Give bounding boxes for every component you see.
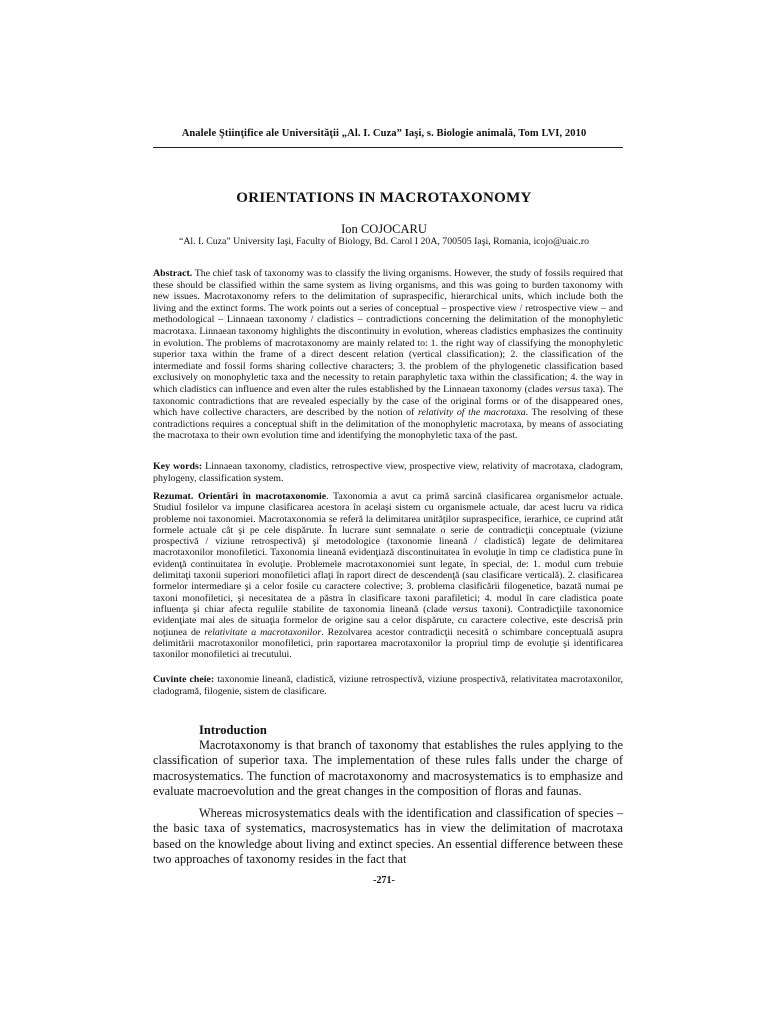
paragraph-text: Macrotaxonomy is that branch of taxonomy that establishes the rules applying to the classification of superior taxa. The implementation of these rules falls under the charge of macrosystematics. The function of macrotaxonomy and macrosystematics is to emphasize and evaluate macroevolution and the great changes in the composition of floras and faunas.	[153, 738, 623, 799]
rezumat-label: Rezumat.	[153, 491, 194, 502]
abstract-text: The chief task of taxonomy was to classify the living organisms. However, the study of fossils required that these should be classified within the same system as living organisms, and this was going to burden taxonomy with new issues. Macrotaxonomy refers to the delimitation of supraspecific, hierarchical units, which include both the living and the extinct forms. The work points out a series of conceptual – prospective view / retrospective view – and methodological – Linnaean taxonomy / cladistics – contradictions concerning the delimitation of the monophyletic macrotaxa. Linnaean taxonomy highlights the discontinuity in evolution, whereas cladistics emphasizes the continuity in evolution. The problems of macrotaxonomy are mainly related to: 1. the right way of classifying the monophyletic superior taxa within the frame of a direct descent relation (vertical classification); 2. the classification of the intermediate and fossil forms sharing collective characters; 3. the problem of the phylogenetic classification based exclusively on monophyletic taxa and the necessity to retain paraphyletic taxa within the classification; 4. the way in which cladistics can influence and even alter the rules established by the Linnaean taxonomy (clades	[153, 268, 623, 395]
introduction-paragraph	[153, 738, 623, 800]
rezumat-italic-versus: versus	[452, 603, 478, 615]
abstract	[153, 268, 623, 442]
running-head: Analele Ştiinţifice ale Universităţii „Al. I. Cuza” Iaşi, s. Biologie animală, Tom LVI, 2010	[181, 128, 587, 139]
introduction-heading: Introduction	[199, 723, 267, 737]
introduction-paragraph	[153, 806, 623, 868]
rezumat	[153, 491, 623, 660]
cuvinte-cheie	[153, 674, 623, 697]
header-rule	[153, 147, 623, 148]
keywords-text: Linnaean taxonomy, cladistics, retrospective view, prospective view, relativity of macrotaxa, cladogram, phylogeny, classification system.	[153, 461, 624, 484]
rezumat-italic-relativitate: relativitate a macrotaxonilor	[204, 626, 322, 638]
abstract-text: . The resolving of these contradictions requires a conceptual shift in the delimitation of the monophyletic macrotaxa, by means of associating the macrotaxa to their own evolution time and identifying the monophyletic taxa of the past.	[153, 407, 623, 442]
page-number: -271-	[373, 875, 395, 886]
abstract-text: taxa). The taxonomic contradictions that are revealed especially by the case of the original forms or of the disappeared ones, which have collective characters, are described by the notion of	[153, 383, 623, 419]
rezumat-title: Orientări în macrotaxonomie	[193, 491, 327, 502]
cuvinte-text: taxonomie lineană, cladistică, viziune retrospectivă, viziune prospectivă, relativitatea macrotaxonilor, cladogramă, filogenie, sistem de clasificare.	[153, 674, 623, 697]
paragraph-text: Whereas microsystematics deals with the identification and classification of species – the basic taxa of systematics, macrosystematics has in view the delimitation of macrotaxa based on the knowledge about living and extinct species. An essential difference between these two approaches of taxonomy resides in the fact that	[153, 806, 623, 867]
cuvinte-label: Cuvinte cheie:	[153, 674, 215, 685]
author-name: Ion COJOCARU	[341, 222, 427, 236]
rezumat-text: . Rezolvarea acestor contradicţii necesită o schimbare conceptuală asupra delimitării macrotaxonilor monofiletici, prin raportarea macrotaxonilor la propriul timp de evoluţie şi identificarea taxonilor monofiletici ai trecutului.	[153, 626, 623, 661]
abstract-italic-versus: versus	[555, 383, 581, 395]
abstract-italic-relativity: relativity of the macrotaxa	[417, 407, 526, 419]
author-affiliation: “Al. I. Cuza” University Iaşi, Faculty of Biology, Bd. Carol I 20A, 700505 Iaşi, Romania, icojo@uaic.ro	[179, 236, 589, 247]
rezumat-text: taxoni). Contradicţiile taxonomice evidenţiate mai ales de situaţia formelor de origine sau a celor dispărute, cu caractere colective, este descrisă prin noţiunea de	[153, 603, 623, 638]
abstract-label: Abstract.	[153, 268, 193, 279]
rezumat-text: . Taxonomia a avut ca primă sarcină clasificarea organismelor actuale. Studiul fosilelor va impune clasificarea acestora în acelaşi sistem cu organismele actuale, dar acest lucru va ridica probleme noi taxonomiei. Macrotaxonomia se referă la delimitarea unităţilor supraspecifice, ierarhice, ce cuprind atât formele actuale cât şi pe cele dispărute. În lucrare sunt semnalate o serie de contradicţii conceptuale (viziune prospectivă / viziune retrospectivă) şi metodologice (taxonomie lineană / cladistică) legate de delimitarea macrotaxonilor monofiletici. Taxonomia lineană evidenţiază discontinuitatea în evoluţie în timp ce cladistica pune în evidenţă continuitatea în evoluţie. Problemele macrotaxonomiei sunt legate, în special, de: 1. modul cum trebuie delimitaţi taxonii superiori monofiletici aflaţi în raport direct de descendenţă (sau clasificare verticală). 2. clasificarea formelor intermediare şi a celor fosile cu caractere colective; 3. problema clasificării filogenetice, bazată numai pe taxoni monofiletici, şi necesitatea de a păstra în clasificare taxoni parafiletici; 4. modul în care cladistica poate influenţa şi chiar afecta regulile stabilite de taxonomia lineană (clade	[153, 491, 623, 615]
article-title: ORIENTATIONS IN MACROTAXONOMY	[236, 190, 532, 206]
keywords-label: Key words:	[153, 461, 203, 472]
keywords	[153, 461, 623, 484]
